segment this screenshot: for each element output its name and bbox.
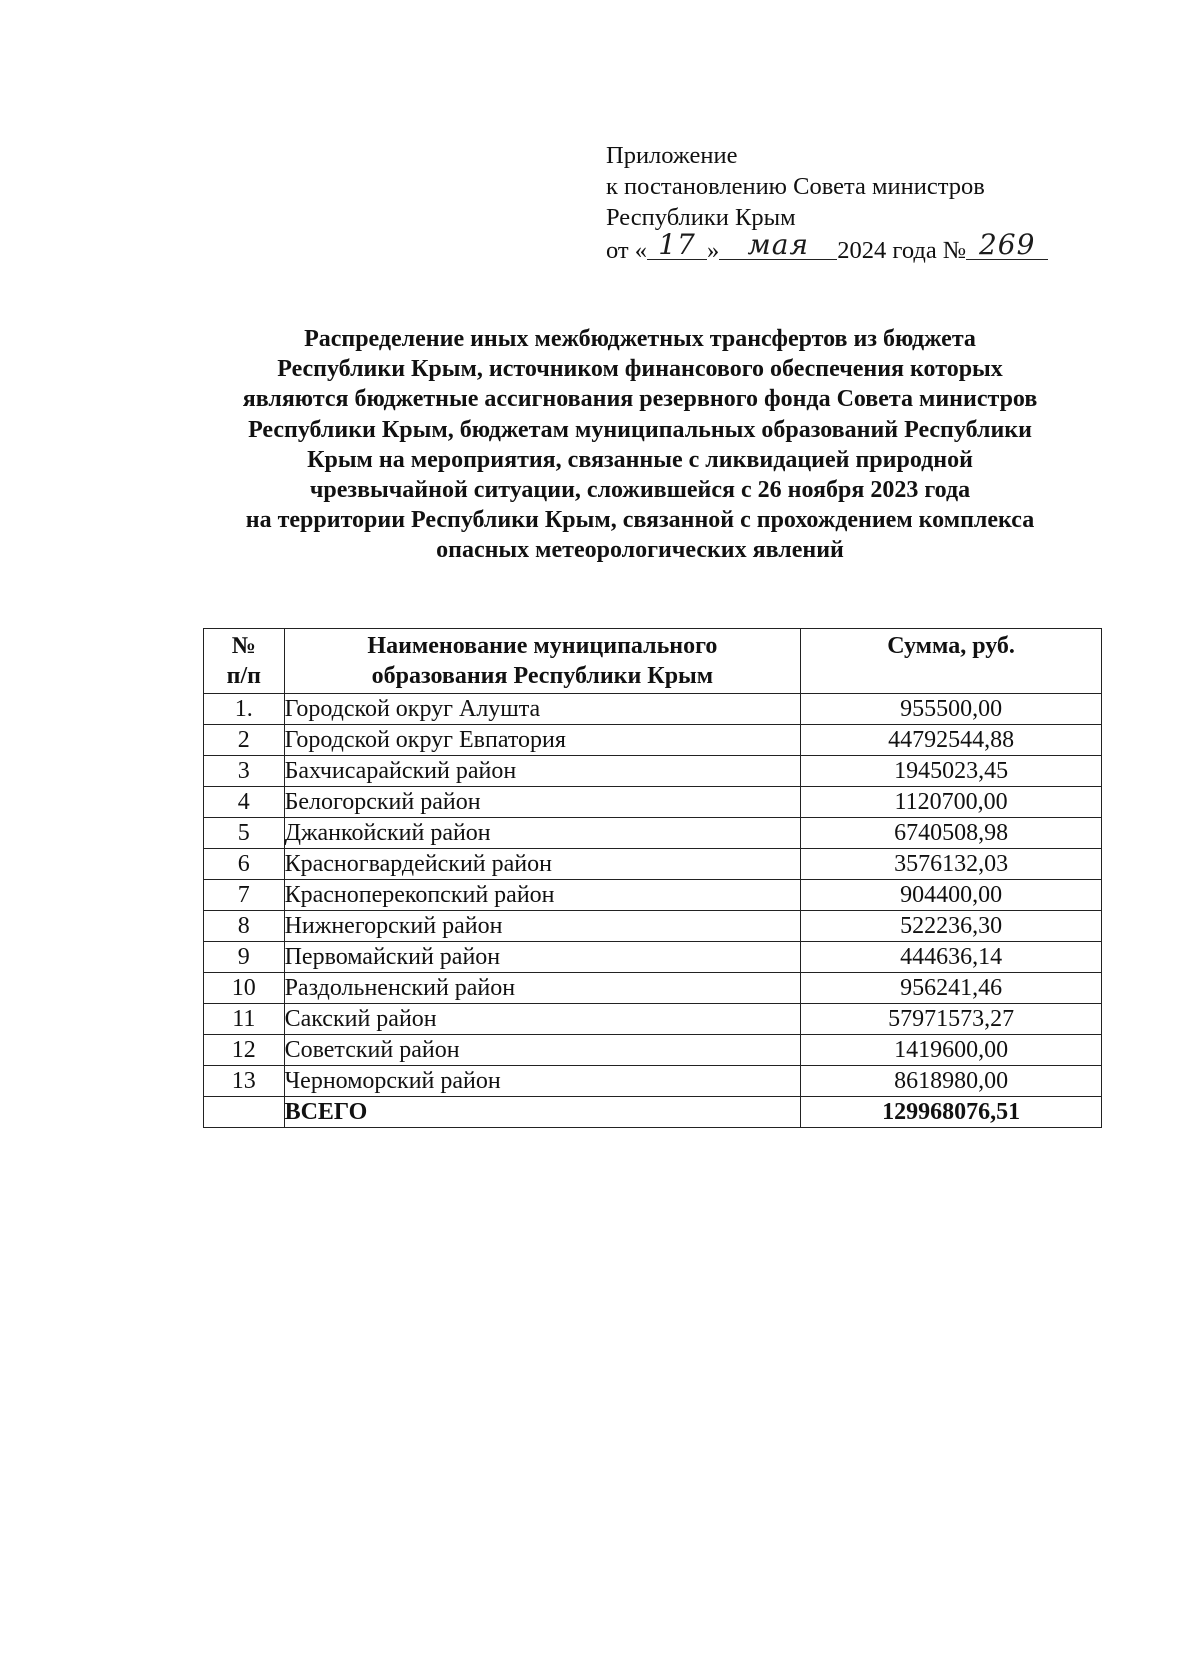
- table-row: [204, 973, 1102, 1004]
- row-municipality: Бахчисарайский район: [284, 756, 801, 787]
- total-number: [204, 1097, 285, 1128]
- row-municipality: Красноперекопский район: [284, 880, 801, 911]
- row-municipality: Джанкойский район: [284, 818, 801, 849]
- table-row: [204, 880, 1102, 911]
- total-sum: 129968076,51: [801, 1097, 1102, 1128]
- appendix-label: Приложение: [606, 142, 738, 169]
- row-number: 5: [204, 818, 285, 849]
- header-number-line1: №: [231, 633, 256, 659]
- handwritten-month-field: [719, 228, 837, 261]
- date-prefix: от «: [606, 237, 648, 264]
- table-row: [204, 911, 1102, 942]
- row-municipality: Нижнегорский район: [284, 911, 801, 942]
- row-sum: 1419600,00: [801, 1035, 1102, 1066]
- header-number-line2: п/п: [226, 663, 261, 689]
- row-municipality: Первомайский район: [284, 942, 801, 973]
- table-row: [204, 787, 1102, 818]
- handwritten-day-field: [647, 228, 707, 261]
- row-sum: 904400,00: [801, 880, 1102, 911]
- table-row: [204, 725, 1102, 756]
- row-number: 13: [204, 1066, 285, 1097]
- row-sum: 956241,46: [801, 973, 1102, 1004]
- table-row: [204, 1035, 1102, 1066]
- row-municipality: Сакский район: [284, 1004, 801, 1035]
- row-sum: 8618980,00: [801, 1066, 1102, 1097]
- row-municipality: Черноморский район: [284, 1066, 801, 1097]
- table-row: [204, 694, 1102, 725]
- row-municipality: Красногвардейский район: [284, 849, 801, 880]
- row-municipality: Городской округ Алушта: [284, 694, 801, 725]
- header-sum: Сумма, руб.: [801, 629, 1102, 694]
- document-title: [150, 324, 1130, 566]
- row-sum: 955500,00: [801, 694, 1102, 725]
- table-row: [204, 942, 1102, 973]
- row-sum: 1120700,00: [801, 787, 1102, 818]
- row-sum: 522236,30: [801, 911, 1102, 942]
- row-sum: 444636,14: [801, 942, 1102, 973]
- title-line: опасных метеорологических явлений: [436, 537, 844, 564]
- title-line: Распределение иных межбюджетных трансфертов из бюджета: [304, 326, 976, 352]
- row-number: 8: [204, 911, 285, 942]
- row-number: 7: [204, 880, 285, 911]
- title-line: являются бюджетные ассигнования резервного фонда Совета министров: [242, 386, 1038, 413]
- header-municipality-line2: образования Республики Крым: [371, 663, 714, 689]
- table-row: [204, 1004, 1102, 1035]
- table-row: [204, 818, 1102, 849]
- row-number: 3: [204, 756, 285, 787]
- table-total-row: [204, 1097, 1102, 1128]
- table-row: [204, 756, 1102, 787]
- handwritten-number-field: [966, 228, 1048, 261]
- appendix-decree-line: к постановлению Совета министров: [606, 173, 985, 200]
- table-header-row: [204, 629, 1102, 694]
- row-number: 11: [204, 1004, 285, 1035]
- title-line: Республики Крым, источником финансового обеспечения которых: [277, 356, 1003, 383]
- date-year-text: 2024 года №: [837, 237, 967, 264]
- title-line: чрезвычайной ситуации, сложившейся с 26 ноября 2023 года: [309, 477, 971, 504]
- row-number: 6: [204, 849, 285, 880]
- handwritten-decree-number: 269: [978, 228, 1036, 261]
- header-number: [204, 629, 285, 694]
- row-number: 9: [204, 942, 285, 973]
- row-number: 12: [204, 1035, 285, 1066]
- date-day-close: »: [707, 237, 720, 264]
- appendix-republic-line: Республики Крым: [606, 204, 796, 231]
- row-municipality: Советский район: [284, 1035, 801, 1066]
- row-number: 1.: [204, 694, 285, 725]
- row-municipality: Раздольненский район: [284, 973, 801, 1004]
- row-number: 10: [204, 973, 285, 1004]
- row-sum: 1945023,45: [801, 756, 1102, 787]
- table-row: [204, 1066, 1102, 1097]
- title-line: на территории Республики Крым, связанной с прохождением комплекса: [245, 507, 1035, 534]
- handwritten-month: мая: [747, 228, 809, 261]
- row-sum: 6740508,98: [801, 818, 1102, 849]
- header-municipality-line1: Наименование муниципального: [367, 633, 718, 659]
- appendix-date-line: [606, 228, 1048, 266]
- row-sum: 57971573,27: [801, 1004, 1102, 1035]
- row-sum: 44792544,88: [801, 725, 1102, 756]
- row-municipality: Городской округ Евпатория: [284, 725, 801, 756]
- title-line: Республики Крым, бюджетам муниципальных образований Республики: [248, 416, 1032, 443]
- table-row: [204, 849, 1102, 880]
- row-municipality: Белогорский район: [284, 787, 801, 818]
- handwritten-day: 17: [658, 228, 696, 261]
- row-number: 4: [204, 787, 285, 818]
- header-municipality: [284, 629, 801, 694]
- appendix-block: [606, 140, 1048, 266]
- row-number: 2: [204, 725, 285, 756]
- distribution-table: [203, 628, 1102, 1128]
- title-line: Крым на мероприятия, связанные с ликвидацией природной: [307, 446, 973, 473]
- row-sum: 3576132,03: [801, 849, 1102, 880]
- total-label: ВСЕГО: [284, 1097, 801, 1128]
